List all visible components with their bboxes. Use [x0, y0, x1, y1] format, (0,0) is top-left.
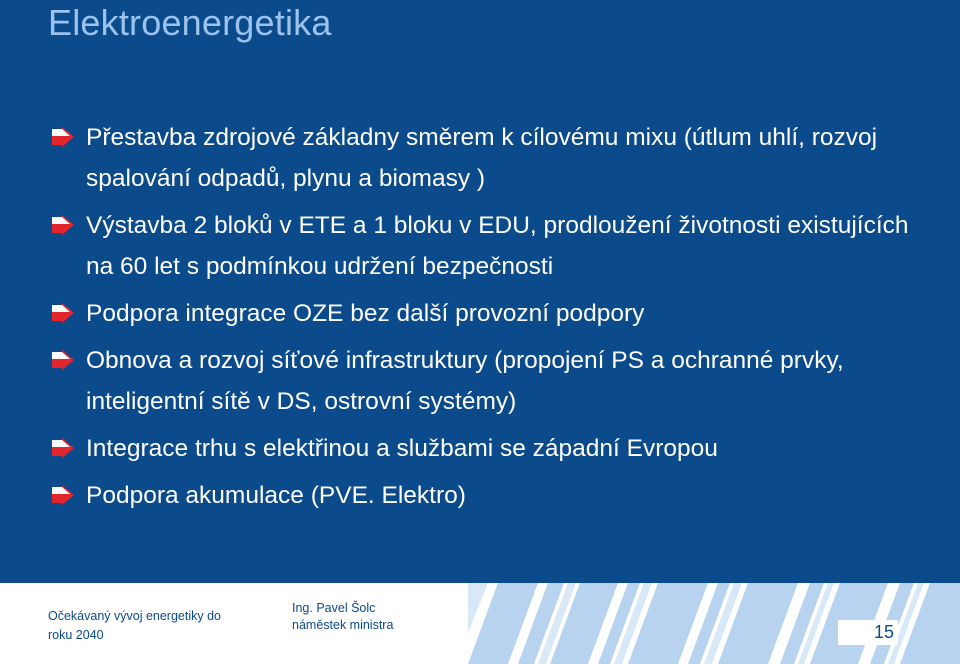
bullet-text: Výstavba 2 bloků v ETE a 1 bloku v EDU, prodloužení životnosti existujících na 60 let s podmínkou udržení bezpečnosti [86, 212, 909, 280]
page-number: 15 [838, 620, 898, 645]
slide-title: Elektroenergetika [48, 2, 332, 43]
bullet-text: Integrace trhu s elektřinou a službami se západní Evropou [86, 435, 718, 462]
bullet-item [52, 293, 942, 334]
author-name: Ing. Pavel Šolc [292, 601, 376, 615]
bullet-item [52, 205, 942, 287]
bullet-list [52, 117, 942, 516]
bullet-item [52, 340, 942, 422]
bullet-item [52, 428, 942, 469]
red-white-arrow-icon [52, 350, 76, 370]
red-white-arrow-icon [52, 127, 76, 147]
presentation-title: Očekávaný vývoj energetiky do roku 2040 [48, 609, 222, 642]
bullet-text: Podpora integrace OZE bez další provozní podpory [86, 300, 645, 327]
bullet-item [52, 475, 942, 516]
bullet-item [52, 117, 942, 199]
red-white-arrow-icon [52, 485, 76, 505]
bullet-text: Obnova a rozvoj síťové infrastruktury (propojení PS a ochranné prvky, inteligentní sítě v DS, ostrovní systémy) [86, 347, 844, 415]
author-block [292, 600, 393, 634]
author-role: náměstek ministra [292, 618, 394, 632]
bullet-text: Podpora akumulace (PVE. Elektro) [86, 482, 466, 509]
bullet-text: Přestavba zdrojové základny směrem k cílovému mixu (útlum uhlí, rozvoj spalování odpadů, plynu a biomasy ) [86, 124, 878, 192]
red-white-arrow-icon [52, 438, 76, 458]
red-white-arrow-icon [52, 303, 76, 323]
slide-footer [0, 583, 960, 664]
red-white-arrow-icon [52, 215, 76, 235]
